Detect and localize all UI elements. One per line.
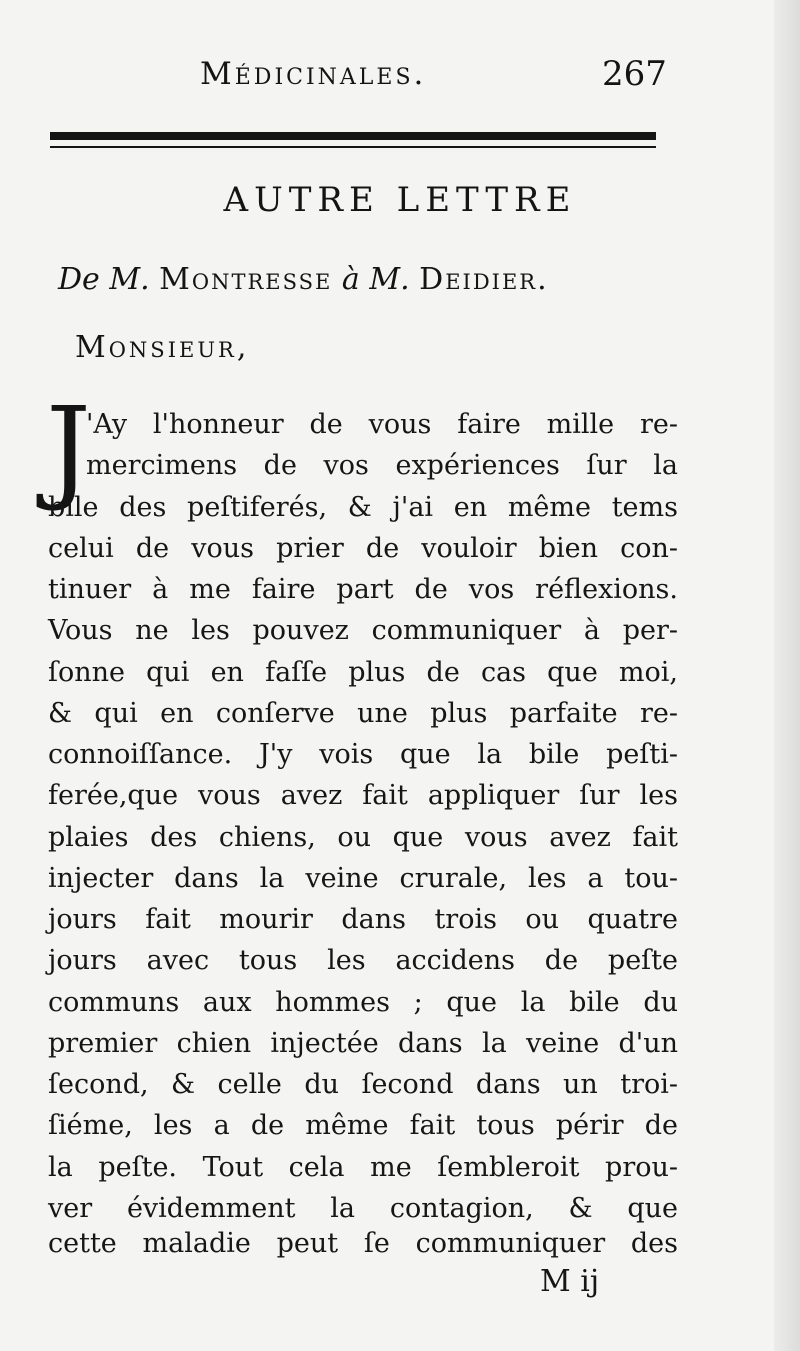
text-line: plaies des chiens, ou que vous avez fait bbox=[48, 822, 678, 853]
running-head bbox=[0, 50, 800, 100]
text-line: connoiſſance. J'y vois que la bile peſti- bbox=[48, 739, 678, 770]
recipient-name: Deidier. bbox=[419, 262, 549, 297]
text-line: & qui en conſerve une plus parfaite re- bbox=[48, 698, 678, 729]
page-number: 267 bbox=[602, 54, 667, 94]
text-line: jours avec tous les accidens de peſte bbox=[48, 945, 678, 976]
signature-mark: M ij bbox=[540, 1264, 600, 1299]
text-line: ſiéme, les a de même fait tous périr de bbox=[48, 1110, 678, 1141]
text-line: ſecond, & celle du ſecond dans un troi- bbox=[48, 1069, 678, 1100]
letter-heading: AUTRE LETTRE bbox=[223, 180, 577, 220]
text-line: premier chien injectée dans la veine d'un bbox=[48, 1028, 678, 1059]
text-line: communs aux hommes ; que la bile du bbox=[48, 987, 678, 1018]
running-head-title: Médicinales. bbox=[200, 56, 427, 92]
text-line: cette maladie peut ſe communiquer des bbox=[48, 1228, 678, 1259]
salutation: Monsieur, bbox=[75, 330, 250, 365]
text-line: ferée,que vous avez fait appliquer ſur les bbox=[48, 780, 678, 811]
subheading-preposition: à bbox=[341, 262, 360, 297]
header-rule-thick bbox=[50, 132, 656, 140]
text-line: tinuer à me faire part de vos réflexions. bbox=[48, 574, 678, 605]
header-rule-thin bbox=[50, 146, 656, 148]
text-line: ver évidemment la contagion, & que bbox=[48, 1193, 678, 1224]
drop-cap: J bbox=[46, 384, 91, 514]
subheading-prefix: De bbox=[58, 262, 100, 297]
text-line: mercimens de vos expériences ſur la bbox=[86, 450, 678, 481]
letter-subheading bbox=[58, 262, 549, 297]
subheading-m2: M. bbox=[369, 262, 410, 297]
text-line: injecter dans la veine crurale, les a tou- bbox=[48, 863, 678, 894]
text-line: Vous ne les pouvez communiquer à per- bbox=[48, 615, 678, 646]
text-line: la peſte. Tout cela me ſembleroit prou- bbox=[48, 1152, 678, 1183]
text-line: 'Ay l'honneur de vous faire mille re- bbox=[86, 409, 678, 440]
text-line: jours fait mourir dans trois ou quatre bbox=[48, 904, 678, 935]
text-line: celui de vous prier de vouloir bien con- bbox=[48, 533, 678, 564]
subheading-m1: M. bbox=[109, 262, 150, 297]
text-line: bile des peſtiferés, & j'ai en même tems bbox=[48, 492, 678, 523]
sender-name: Montresse bbox=[159, 262, 333, 297]
text-line: ſonne qui en faſſe plus de cas que moi, bbox=[48, 657, 678, 688]
